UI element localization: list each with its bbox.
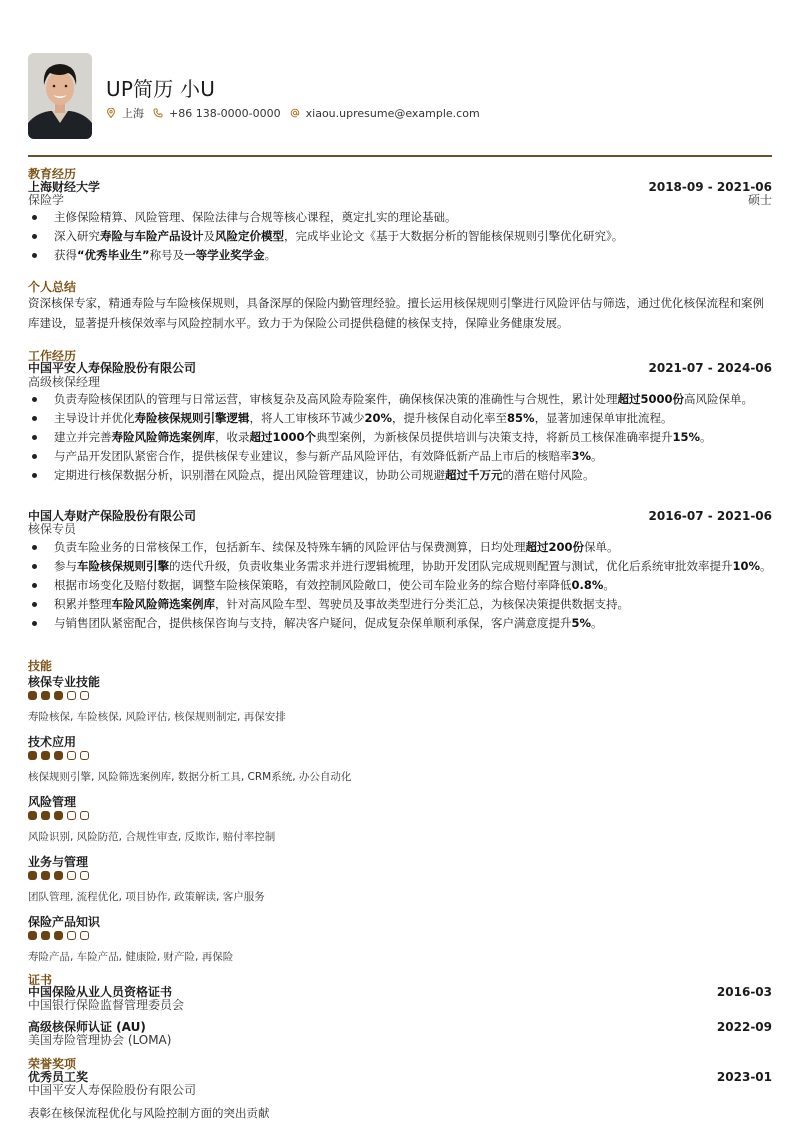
skill-name: 业务与管理	[28, 855, 89, 869]
skill-name: 风险管理	[28, 795, 77, 809]
skill-level-rating	[28, 751, 93, 760]
job-date: 2021-07 - 2024-06	[648, 361, 772, 375]
award-name: 优秀员工奖	[28, 1070, 89, 1084]
filled-dot-icon	[28, 691, 37, 700]
award-issuer: 中国平安人寿保险股份有限公司	[28, 1083, 197, 1097]
skill-keywords: 核保规则引擎, 风险筛选案例库, 数据分析工具, CRM系统, 办公自动化	[28, 771, 352, 783]
filled-dot-icon	[54, 751, 63, 760]
empty-dot-icon	[67, 691, 76, 700]
education-bullets	[28, 211, 772, 268]
empty-dot-icon	[80, 811, 89, 820]
location-text: 上海	[122, 107, 144, 120]
filled-dot-icon	[28, 751, 37, 760]
phone-icon	[153, 108, 163, 118]
contact-location	[106, 105, 144, 121]
empty-dot-icon	[80, 691, 89, 700]
filled-dot-icon	[28, 811, 37, 820]
bullet-item: 获得“优秀毕业生”称号及一等学业奖学金。	[28, 249, 772, 262]
filled-dot-icon	[54, 691, 63, 700]
bullet-item: 与销售团队紧密配合，提供核保咨询与支持，解决客户疑问，促成复杂保单顺利承保，客户满意度提升5%。	[28, 617, 772, 630]
award-date: 2023-01	[716, 1070, 772, 1084]
contact-info	[106, 105, 489, 121]
school-name: 上海财经大学	[28, 180, 101, 194]
bullet-item: 深入研究寿险与车险产品设计及风险定价模型，完成毕业论文《基于大数据分析的智能核保规则引擎优化研究》。	[28, 230, 772, 243]
summary-text: 资深核保专家，精通寿险与车险核保规则，具备深厚的保险内勤管理经验。擅长运用核保规则引擎进行风险评估与筛选，通过优化核保流程和案例库建设，显著提升核保效率与风险控制水平。致力于为保险公司提供稳健的核保支持，保障业务健康发展。	[28, 296, 764, 330]
skill-keywords: 寿险核保, 车险核保, 风险评估, 核保规则制定, 再保安排	[28, 711, 286, 723]
skill-name: 保险产品知识	[28, 915, 101, 929]
certificate-issuer: 美国寿险管理协会 (LOMA)	[28, 1033, 172, 1047]
job-role: 核保专员	[28, 522, 77, 536]
empty-dot-icon	[80, 931, 89, 940]
certificate-name: 中国保险从业人员资格证书	[28, 985, 173, 999]
bullet-item: 积累并整理车险风险筛选案例库，针对高风险车型、驾驶员及事故类型进行分类汇总，为核保决策提供数据支持。	[28, 598, 772, 611]
job-bullets	[28, 393, 772, 488]
section-title-skills: 技能	[28, 659, 53, 673]
email-link[interactable]: xiaou.upresume@example.com	[305, 106, 480, 120]
empty-dot-icon	[67, 811, 76, 820]
degree: 硕士	[747, 193, 772, 207]
skill-name: 技术应用	[28, 735, 77, 749]
at-sign-icon	[290, 108, 300, 118]
skill-keywords: 团队管理, 流程优化, 项目协作, 政策解读, 客户服务	[28, 891, 265, 903]
education-date: 2018-09 - 2021-06	[648, 180, 772, 194]
skill-keywords: 风险识别, 风险防范, 合规性审查, 反欺诈, 赔付率控制	[28, 831, 276, 843]
bullet-item: 主导设计并优化寿险核保规则引擎逻辑，将人工审核环节减少20%，提升核保自动化率至85%，显著加速保单审批流程。	[28, 412, 772, 425]
filled-dot-icon	[41, 751, 50, 760]
certificate-issuer: 中国银行保险监督管理委员会	[28, 998, 185, 1012]
filled-dot-icon	[41, 931, 50, 940]
contact-email	[290, 107, 480, 120]
bullet-item: 定期进行核保数据分析，识别潜在风险点，提出风险管理建议，协助公司规避超过千万元的潜在赔付风险。	[28, 469, 772, 482]
skill-level-rating	[28, 691, 93, 700]
bullet-item: 主修保险精算、风险管理、保险法律与合规等核心课程，奠定扎实的理论基础。	[28, 211, 772, 224]
skill-level-rating	[28, 811, 93, 820]
filled-dot-icon	[54, 811, 63, 820]
company-name: 中国平安人寿保险股份有限公司	[28, 361, 197, 375]
filled-dot-icon	[54, 931, 63, 940]
job-bullets	[28, 541, 772, 636]
job-date: 2016-07 - 2021-06	[648, 509, 772, 523]
resume-header	[28, 53, 772, 139]
award-description: 表彰在核保流程优化与风险控制方面的突出贡献	[28, 1106, 270, 1120]
certificate-date: 2016-03	[716, 985, 772, 999]
filled-dot-icon	[41, 811, 50, 820]
bullet-item: 负责寿险核保团队的管理与日常运营，审核复杂及高风险寿险案件，确保核保决策的准确性与合规性，累计处理超过5000份高风险保单。	[28, 393, 772, 406]
skill-level-rating	[28, 871, 93, 880]
candidate-name: UP简历 小U	[106, 77, 216, 101]
header-divider	[28, 155, 772, 157]
skill-level-rating	[28, 931, 93, 940]
bullet-item: 负责车险业务的日常核保工作，包括新车、续保及特殊车辆的风险评估与保费测算，日均处理超过200份保单。	[28, 541, 772, 554]
section-title-certificates: 证书	[28, 973, 53, 987]
empty-dot-icon	[67, 751, 76, 760]
bullet-item: 参与车险核保规则引擎的迭代升级，负责收集业务需求并进行逻辑梳理，协助开发团队完成规则配置与测试，优化后系统审批效率提升10%。	[28, 560, 772, 573]
certificate-name: 高级核保师认证 (AU)	[28, 1020, 146, 1034]
section-title-work: 工作经历	[28, 349, 77, 363]
location-pin-icon	[106, 108, 116, 118]
section-title-summary: 个人总结	[28, 280, 77, 294]
certificate-date: 2022-09	[716, 1020, 772, 1034]
empty-dot-icon	[67, 931, 76, 940]
contact-phone	[153, 107, 281, 120]
bullet-item: 与产品开发团队紧密合作，提供核保专业建议，参与新产品风险评估，有效降低新产品上市后的核赔率3%。	[28, 450, 772, 463]
bullet-item: 根据市场变化及赔付数据，调整车险核保策略，有效控制风险敞口，使公司车险业务的综合赔付率降低0.8%。	[28, 579, 772, 592]
avatar	[28, 53, 92, 139]
skill-keywords: 寿险产品, 车险产品, 健康险, 财产险, 再保险	[28, 951, 234, 963]
major: 保险学	[28, 193, 65, 207]
empty-dot-icon	[67, 871, 76, 880]
filled-dot-icon	[54, 871, 63, 880]
filled-dot-icon	[41, 691, 50, 700]
company-name: 中国人寿财产保险股份有限公司	[28, 509, 197, 523]
filled-dot-icon	[28, 871, 37, 880]
bullet-item: 建立并完善寿险风险筛选案例库，收录超过1000个典型案例，为新核保员提供培训与决策支持，将新员工核保准确率提升15%。	[28, 431, 772, 444]
filled-dot-icon	[41, 871, 50, 880]
empty-dot-icon	[80, 751, 89, 760]
section-title-awards: 荣誉奖项	[28, 1057, 77, 1071]
filled-dot-icon	[28, 931, 37, 940]
job-role: 高级核保经理	[28, 375, 101, 389]
phone-text[interactable]: +86 138-0000-0000	[169, 106, 281, 120]
skill-name: 核保专业技能	[28, 675, 101, 689]
empty-dot-icon	[80, 871, 89, 880]
section-title-education: 教育经历	[28, 167, 77, 181]
